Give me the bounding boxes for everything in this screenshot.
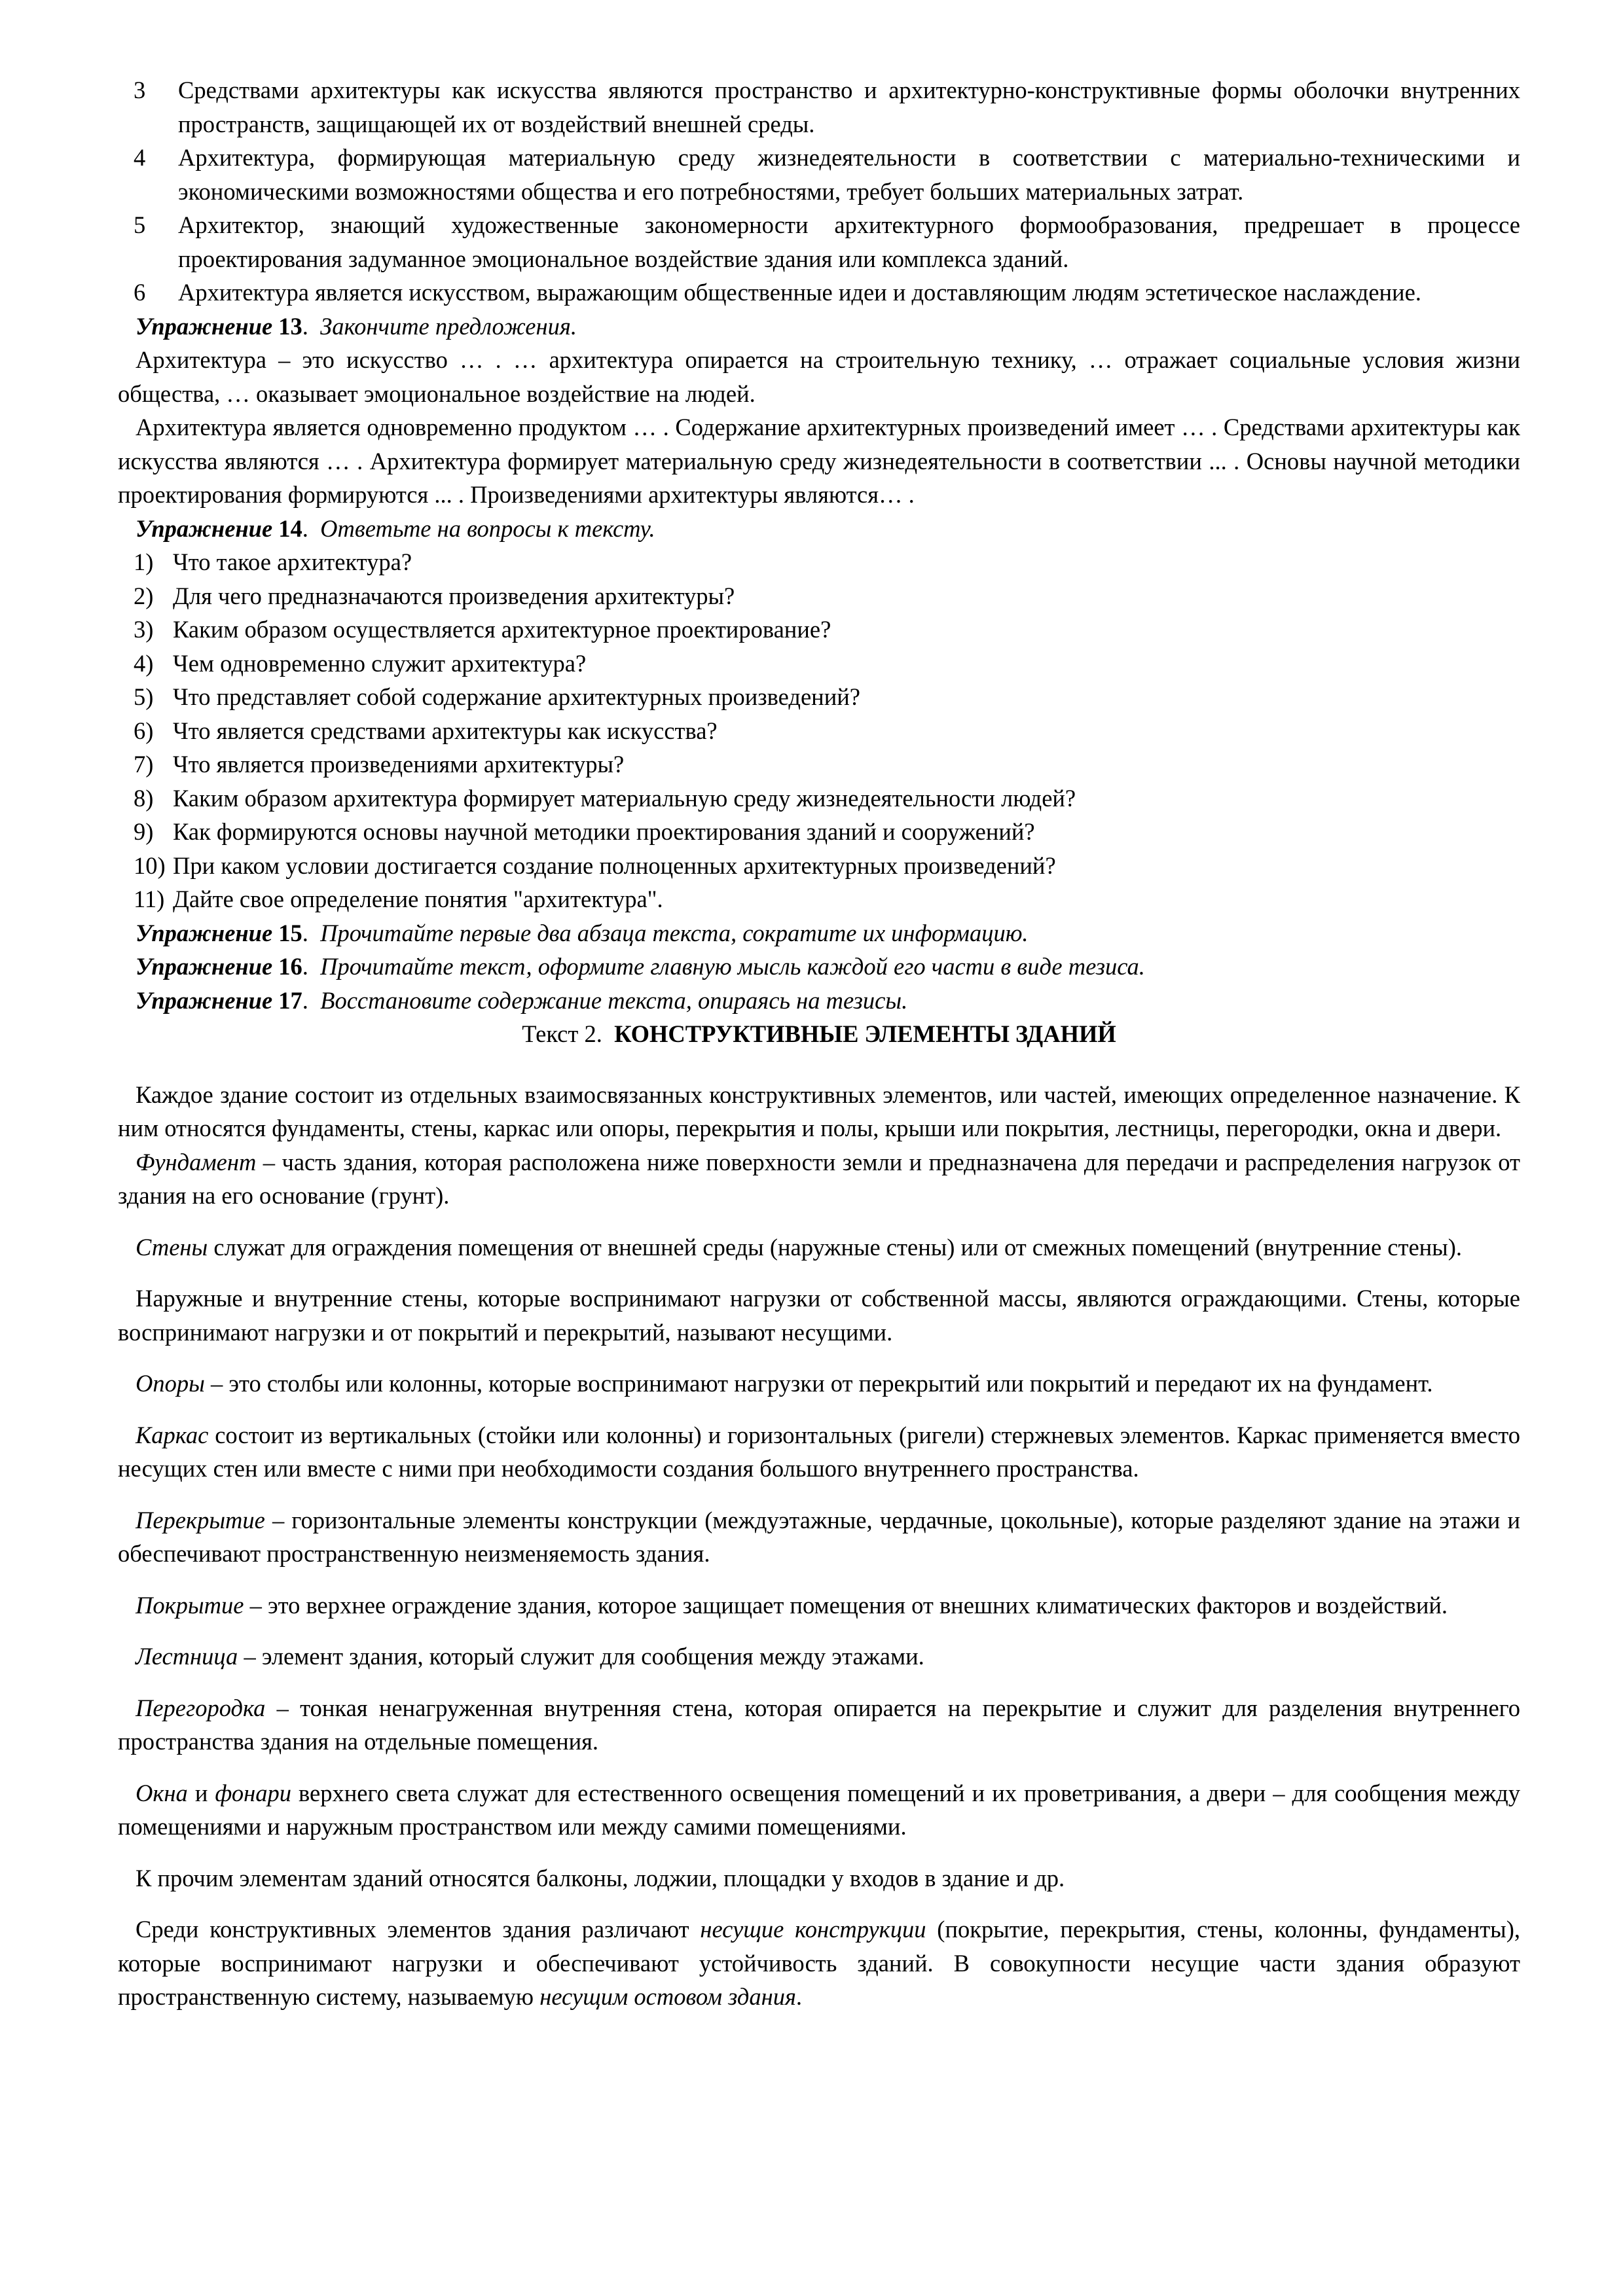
term: несущие конструкции (700, 1916, 926, 1943)
question-number: 9) (134, 818, 154, 845)
list-item (118, 815, 1520, 849)
numbered-paragraph (118, 73, 1520, 141)
exercise-text: Архитектура – это искусство … . … архитектура опирается на строительную технику, … отражает социальные условия жизни общества, … оказывает эмоциональное воздействие на людей. (118, 346, 1520, 407)
question-number: 6) (134, 717, 154, 744)
paragraph-karkas (118, 1418, 1520, 1486)
question-text: Что представляет собой содержание архитектурных произведений? (173, 683, 860, 710)
question-text: Что является произведениями архитектуры? (173, 751, 625, 778)
question-number: 8) (134, 784, 154, 812)
term: Перекрытие (136, 1506, 265, 1534)
question-text: Каким образом осуществляется архитектурное проектирование? (173, 616, 831, 643)
question-text: При каком условии достигается создание полноценных архитектурных произведений? (173, 852, 1056, 879)
term: Фундамент (136, 1148, 257, 1175)
paragraph-body: – это верхнее ограждение здания, которое защищает помещения от внешних климатических факторов и воздействий. (244, 1591, 1448, 1619)
question-number: 5) (134, 683, 154, 710)
paragraph-opory (118, 1367, 1520, 1401)
paragraph-lestnica (118, 1640, 1520, 1674)
exercise-task: Прочитайте первые два абзаца текста, сократите их информацию. (320, 919, 1029, 946)
list-item (118, 882, 1520, 916)
section-title (118, 1017, 1520, 1051)
paragraph-connector: и (187, 1779, 215, 1806)
question-text: Что является средствами архитектуры как искусства? (173, 717, 718, 744)
paragraph-steny (118, 1230, 1520, 1265)
paragraph-body: (покрытие, перекрытия, стены, колонны, фундаменты), которые воспринимают нагрузки и обеспечивают устойчивость зданий. В совокупности несущие части здания образуют пространственную систему, называемую (118, 1916, 1520, 2010)
numbered-paragraph (118, 208, 1520, 276)
paragraph-body: . (795, 1983, 803, 2010)
question-text: Как формируются основы научной методики проектирования зданий и сооружений? (173, 818, 1035, 845)
exercise-number: 13 (278, 312, 302, 340)
question-text: Что такое архитектура? (173, 548, 412, 575)
term: Каркас (136, 1421, 209, 1448)
list-item (118, 613, 1520, 647)
list-item (118, 747, 1520, 781)
section-heading: КОНСТРУКТИВНЫЕ ЭЛЕМЕНТЫ ЗДАНИЙ (614, 1020, 1116, 1047)
paragraph-text: Архитектура, формирующая материальную среду жизнедеятельности в соответствии с материально-техническими и экономическими возможностями общества и его потребностями, требует больших материальных затрат. (178, 144, 1520, 205)
exercise-task: Восстановите содержание текста, опираясь на тезисы. (320, 986, 908, 1014)
paragraph-text: Архитектор, знающий художественные закономерности архитектурного формообразования, предрешает в процессе проектирования задуманное эмоциональное воздействие здания или комплекса зданий. (178, 211, 1520, 272)
paragraph-body: – элемент здания, который служит для сообщения между этажами. (238, 1643, 924, 1670)
list-item (118, 781, 1520, 816)
paragraph-body: служат для ограждения помещения от внешней среды (наружные стены) или от смежных помещений (внутренние стены). (208, 1233, 1462, 1261)
paragraph-pokrytie (118, 1588, 1520, 1623)
paragraph-body: верхнего света служат для естественного освещения помещений и их проветривания, а двери – для сообщения между помещениями и наружным пространством или между самими помещениями. (118, 1779, 1520, 1840)
paragraph-body: – горизонтальные элементы конструкции (междуэтажные, чердачные, цокольные), которые разделяют здание на этажи и обеспечивают пространственную неизменяемость здания. (118, 1506, 1520, 1567)
paragraph-body: – тонкая ненагруженная внутренняя стена, которая опирается на перекрытие и служит для разделения внутреннего пространства здания на отдельные помещения. (118, 1694, 1520, 1755)
question-number: 7) (134, 751, 154, 778)
exercise-label: Упражнение (136, 514, 273, 542)
question-number: 10) (134, 852, 166, 879)
term: несущим остовом здания (539, 1983, 796, 2010)
list-item (118, 849, 1520, 883)
exercise-task: Ответьте на вопросы к тексту. (320, 514, 655, 542)
question-number: 3) (134, 616, 154, 643)
paragraph: К прочим элементам зданий относятся балконы, лоджии, площадки у входов в здание и др. (136, 1864, 1065, 1892)
list-item (118, 579, 1520, 613)
term: Стены (136, 1233, 208, 1261)
paragraph-text: Архитектура является искусством, выражающим общественные идеи и доставляющим людям эстетическое наслаждение. (178, 279, 1421, 306)
question-text: Каким образом архитектура формирует материальную среду жизнедеятельности людей? (173, 784, 1076, 812)
paragraph-perekrytie (118, 1503, 1520, 1571)
paragraph-okna (118, 1776, 1520, 1844)
paragraph-text: Средствами архитектуры как искусства являются пространство и архитектурно-конструктивные формы оболочки внутренних пространств, защищающей их от воздействий внешней среды. (178, 77, 1520, 137)
paragraph-body: Среди конструктивных элементов здания различают (136, 1916, 701, 1943)
paragraph-sredi (118, 1912, 1520, 2014)
paragraph-number: 4 (134, 144, 146, 171)
exercise-number: 15 (278, 919, 302, 946)
exercise-number: 16 (278, 953, 302, 980)
question-list (118, 545, 1520, 916)
numbered-paragraph (118, 276, 1520, 310)
question-text: Чем одновременно служит архитектура? (173, 649, 587, 677)
exercise-heading: Упражнение 14. Ответьте на вопросы к тексту. (136, 514, 655, 542)
term: Лестница (136, 1643, 238, 1670)
exercise-number: 17 (278, 986, 302, 1014)
exercise-task: Закончите предложения. (320, 312, 577, 340)
paragraph-peregorodka (118, 1691, 1520, 1759)
exercise-heading: Упражнение 17. Восстановите содержание текста, опираясь на тезисы. (136, 986, 908, 1014)
question-number: 2) (134, 582, 154, 609)
exercise-label: Упражнение (136, 312, 273, 340)
exercise-label: Упражнение (136, 953, 273, 980)
question-number: 1) (134, 548, 154, 575)
question-number: 11) (134, 886, 165, 912)
question-text: Для чего предназначаются произведения архитектуры? (173, 582, 735, 609)
term: Покрытие (136, 1591, 244, 1619)
paragraph: Каждое здание состоит из отдельных взаимосвязанных конструктивных элементов, или частей, имеющих определенное назначение. К ним относятся фундаменты, стены, каркас или опоры, перекрытия и полы, крыши или покрытия, лестницы, перегородки, окна и двери. (118, 1081, 1520, 1141)
section-prefix: Текст 2. (522, 1020, 602, 1047)
paragraph-body: состоит из вертикальных (стойки или колонны) и горизонтальных (ригели) стержневых элементов. Каркас применяется вместо несущих стен или вместе с ними при необходимости создания большого внутреннего пространства. (118, 1421, 1520, 1482)
exercise-heading: Упражнение 15. Прочитайте первые два абзаца текста, сократите их информацию. (136, 919, 1029, 946)
paragraph-body: – часть здания, которая расположена ниже поверхности земли и предназначена для передачи и распределения нагрузок от здания на его основание (грунт). (118, 1148, 1520, 1209)
exercise-text: Архитектура является одновременно продуктом … . Содержание архитектурных произведений имеет … . Средствами архитектуры как искусства являются … . Архитектура формирует материальную среду жизнедеятельности в соответствии ... . Основы научной методики проектирования формируются ... . Произведениями архитектуры являются… . (118, 414, 1520, 508)
exercise-label: Упражнение (136, 919, 273, 946)
exercise-number: 14 (278, 514, 302, 542)
question-number: 4) (134, 649, 154, 677)
term: Опоры (136, 1370, 205, 1397)
question-text: Дайте свое определение понятия "архитектура". (173, 886, 663, 912)
numbered-paragraph (118, 141, 1520, 208)
list-item (118, 647, 1520, 681)
exercise-heading: Упражнение 16. Прочитайте текст, оформите главную мысль каждой его части в виде тезиса. (136, 953, 1145, 980)
exercise-task: Прочитайте текст, оформите главную мысль каждой его части в виде тезиса. (320, 953, 1145, 980)
paragraph-body: – это столбы или колонны, которые воспринимают нагрузки от перекрытий или покрытий и передают их на фундамент. (204, 1370, 1433, 1397)
exercise-label: Упражнение (136, 986, 273, 1014)
list-item (118, 680, 1520, 714)
term: Окна (136, 1779, 188, 1806)
list-item (118, 714, 1520, 748)
term: фонари (215, 1779, 291, 1806)
paragraph-number: 5 (134, 211, 146, 238)
paragraph-number: 6 (134, 279, 146, 306)
paragraph-fundament (118, 1145, 1520, 1213)
exercise-heading: Упражнение 13. Закончите предложения. (136, 312, 577, 340)
paragraph: Наружные и внутренние стены, которые воспринимают нагрузки от собственной массы, являются ограждающими. Стены, которые воспринимают нагрузки и от покрытий и перекрытий, называют несущими. (118, 1285, 1520, 1346)
list-item (118, 545, 1520, 579)
term: Перегородка (136, 1694, 266, 1721)
document-page (118, 73, 1520, 2014)
paragraph-number: 3 (134, 77, 146, 103)
